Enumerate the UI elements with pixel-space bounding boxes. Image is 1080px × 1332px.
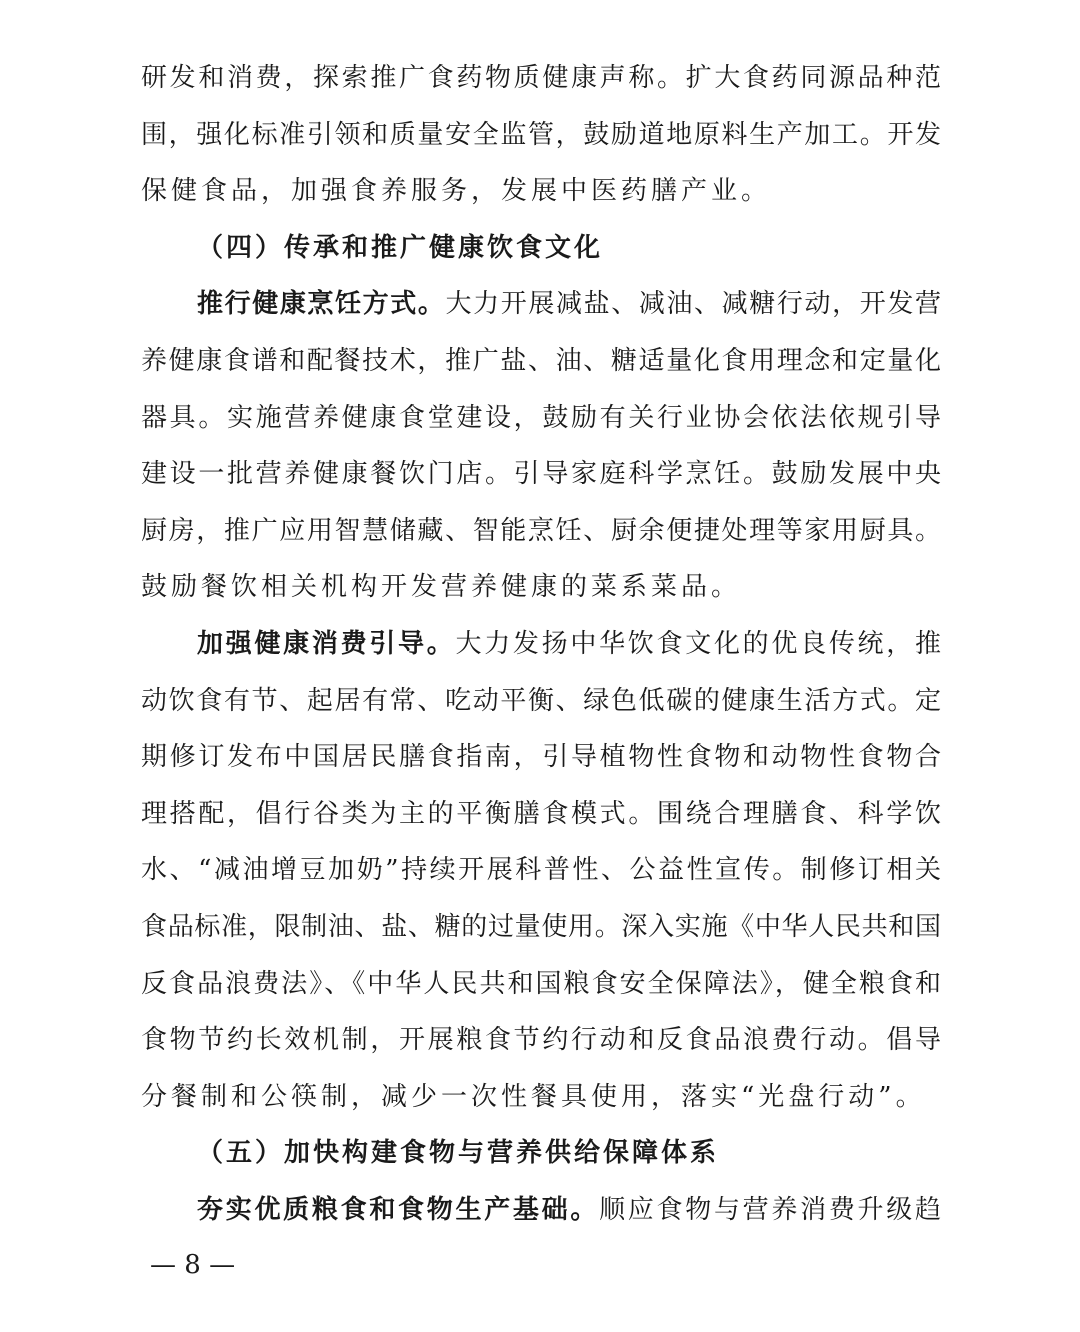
body-text-line: 动饮食有节、起居有常、吃动平衡、绿色低碳的健康生活方式。定 [141,685,941,716]
paragraph-first-line [141,1182,941,1239]
body-text-line: 食品标准，限制油、盐、糖的过量使用。深入实施《中华人民共和国 [141,911,941,942]
body-text-line: 理搭配，倡行谷类为主的平衡膳食模式。围绕合理膳食、科学饮 [141,798,941,829]
paragraph-first-line [141,616,941,673]
body-text-line: 反食品浪费法》、《中华人民共和国粮食安全保障法》，健全粮食和 [141,968,941,999]
body-text-line: 建设一批营养健康餐饮门店。引导家庭科学烹饪。鼓励发展中央 [141,459,941,490]
paragraph-lead-rest: 顺应食物与营养消费升级趋 [599,1194,941,1225]
body-text-line: 器具。实施营养健康食堂建设，鼓励有关行业协会依法依规引导 [141,402,941,433]
body-text-line: 围，强化标准引领和质量安全监管，鼓励道地原料生产加工。开发 [141,119,941,150]
section-heading-4: （四）传承和推广健康饮食文化 [197,232,604,263]
body-text-line: 保健食品，加强食养服务，发展中医药膳产业。 [141,176,772,207]
paragraph-lead-rest: 大力开展减盐、减油、减糖行动，开发营 [445,289,941,320]
body-text-line: 养健康食谱和配餐技术，推广盐、油、糖适量化食用理念和定量化 [141,345,941,376]
paragraph-lead-bold: 推行健康烹饪方式。 [197,289,446,320]
body-text-line: 食物节约长效机制，开展粮食节约行动和反食品浪费行动。倡导 [141,1025,941,1056]
body-text-line: 研发和消费，探索推广食药物质健康声称。扩大食药同源品种范 [141,63,941,93]
document-page [141,50,941,1238]
paragraph-lead-bold: 夯实优质粮食和食物生产基础。 [197,1194,600,1225]
page-number: — 8 — [150,1250,236,1280]
paragraph-lead-bold: 加强健康消费引导。 [197,628,456,659]
section-heading-5: （五）加快构建食物与营养供给保障体系 [197,1138,720,1169]
paragraph-lead-rest: 大力发扬中华饮食文化的优良传统，推 [455,628,941,659]
body-text-line: 鼓励餐饮相关机构开发营养健康的菜系菜品。 [141,572,742,603]
body-text-line: 水、“减油增豆加奶”持续开展科普性、公益性宣传。制修订相关 [141,855,941,886]
body-text-line: 分餐制和公筷制，减少一次性餐具使用，落实“光盘行动”。 [141,1081,926,1112]
paragraph-first-line [141,276,941,333]
body-text-line: 期修订发布中国居民膳食指南，引导植物性食物和动物性食物合 [141,742,941,773]
body-text-line: 厨房，推广应用智慧储藏、智能烹饪、厨余便捷处理等家用厨具。 [141,515,941,546]
